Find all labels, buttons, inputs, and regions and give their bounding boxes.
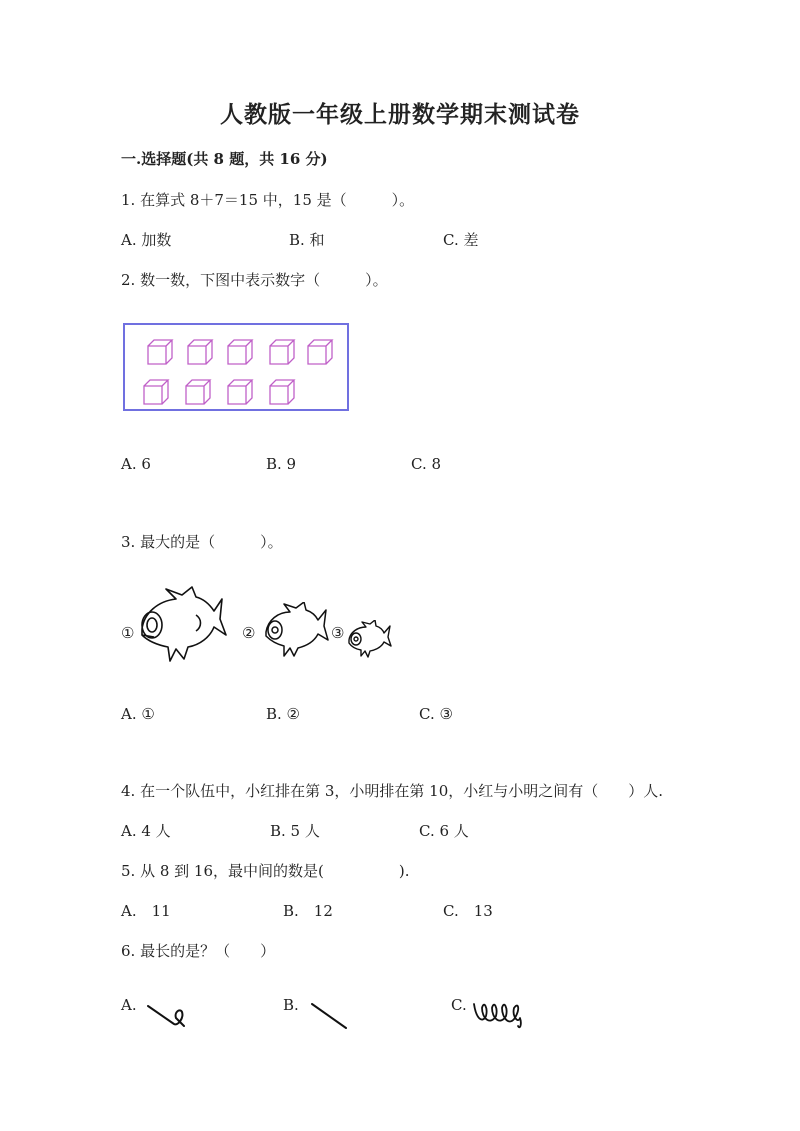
line-c-curly (470, 994, 530, 1034)
question-3: 3. 最大的是（ ）。 (121, 533, 283, 551)
q2-option-b: B. 9 (266, 455, 297, 473)
cube-figure (120, 320, 352, 414)
cube (186, 380, 210, 404)
q6-option-b: B. (283, 996, 299, 1014)
q4-option-a: A. 4 人 (121, 822, 171, 840)
q1-option-a: A. 加数 (121, 231, 172, 249)
q5-option-a: A. 11 (121, 902, 171, 920)
question-5: 5. 从 8 到 16，最中间的数是( ). (121, 862, 410, 880)
question-2: 2. 数一数，下图中表示数字（ ）。 (121, 271, 388, 289)
q3-option-b: B. ② (266, 705, 301, 723)
q6-option-c: C. (451, 996, 467, 1014)
cube (188, 340, 212, 364)
q3-option-a: A. ① (121, 705, 155, 723)
cube (148, 340, 172, 364)
cube (228, 340, 252, 364)
q4-option-b: B. 5 人 (270, 822, 320, 840)
line-a-zigzag (144, 998, 192, 1030)
page-title: 人教版一年级上册数学期末测试卷 (220, 101, 580, 128)
cube (270, 340, 294, 364)
fish-label-1: ① (121, 624, 135, 642)
cube (270, 380, 294, 404)
fish-label-3: ③ (331, 624, 345, 642)
fish-small (346, 620, 392, 658)
q1-option-b: B. 和 (289, 231, 325, 249)
cube (228, 380, 252, 404)
q3-option-c: C. ③ (419, 705, 453, 723)
line-b-straight (306, 1000, 350, 1032)
q2-option-a: A. 6 (121, 455, 151, 473)
cube (308, 340, 332, 364)
question-6: 6. 最长的是？（ ） (121, 942, 276, 960)
cube (144, 380, 168, 404)
fish-medium (262, 602, 330, 658)
q5-option-c: C. 13 (443, 902, 493, 920)
question-4: 4. 在一个队伍中，小红排在第 3，小明排在第 10，小红与小明之间有（ ）人. (121, 782, 664, 800)
question-1: 1. 在算式 8＋7＝15 中，15 是（ ）。 (121, 191, 415, 209)
q6-option-a: A. (121, 996, 137, 1014)
cube-frame (124, 324, 348, 410)
section-heading: 一.选择题(共 8 题，共 16 分) (121, 150, 328, 168)
q5-option-b: B. 12 (283, 902, 333, 920)
q4-option-c: C. 6 人 (419, 822, 469, 840)
q2-option-c: C. 8 (411, 455, 442, 473)
fish-label-2: ② (242, 624, 256, 642)
fish-large (136, 585, 228, 665)
q1-option-c: C. 差 (443, 231, 479, 249)
